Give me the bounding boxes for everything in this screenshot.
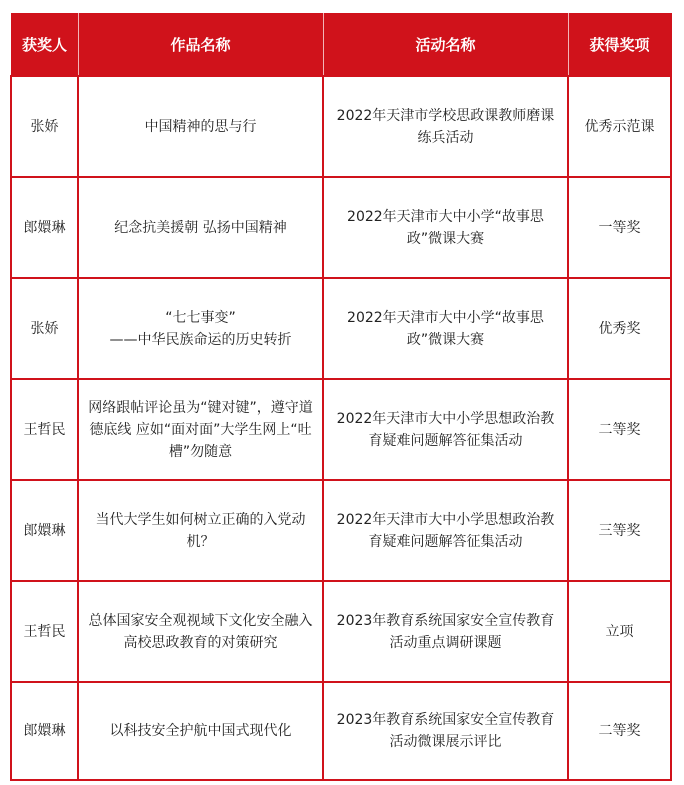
table-header: [11, 13, 671, 76]
award-cell: 三等奖: [568, 480, 671, 581]
work-title-line: 当代大学生如何树立正确的入党动机？: [95, 511, 306, 550]
work-title-cell: [78, 177, 323, 278]
header-winner: 获奖人: [11, 13, 78, 76]
awards-table-container: [10, 13, 670, 781]
work-title-cell: [78, 682, 323, 780]
award-cell: 立项: [568, 581, 671, 682]
winner-cell: 郎嬛琳: [11, 177, 78, 278]
winner-cell: 张娇: [11, 278, 78, 379]
activity-cell: 2022年天津市大中小学“故事思政”微课大赛: [323, 278, 568, 379]
activity-cell: 2022年天津市大中小学思想政治教育疑难问题解答征集活动: [323, 480, 568, 581]
work-title-line: 网络跟帖评论虽为“键对键”，遵守道德底线 应如“面对面”大学生网上“吐槽”勿随意: [88, 399, 313, 460]
table-row: [11, 177, 671, 278]
activity-cell: 2022年天津市学校思政课教师磨课练兵活动: [323, 76, 568, 177]
winner-cell: 张娇: [11, 76, 78, 177]
activity-cell: 2023年教育系统国家安全宣传教育活动微课展示评比: [323, 682, 568, 780]
work-title-line: 纪念抗美援朝 弘扬中国精神: [114, 219, 287, 236]
work-title-line: “七七事变”: [165, 309, 236, 326]
winner-cell: 王哲民: [11, 379, 78, 480]
header-award: 获得奖项: [568, 13, 671, 76]
awards-table: [10, 13, 672, 781]
header-row: [11, 13, 671, 76]
activity-cell: 2022年天津市大中小学思想政治教育疑难问题解答征集活动: [323, 379, 568, 480]
work-title-cell: [78, 379, 323, 480]
table-row: [11, 278, 671, 379]
work-title-line: 以科技安全护航中国式现代化: [109, 723, 292, 739]
activity-cell: 2023年教育系统国家安全宣传教育活动重点调研课题: [323, 581, 568, 682]
work-title-cell: [78, 278, 323, 379]
work-title-cell: [78, 76, 323, 177]
activity-cell: 2022年天津市大中小学“故事思政”微课大赛: [323, 177, 568, 278]
award-cell: 二等奖: [568, 379, 671, 480]
award-cell: 二等奖: [568, 682, 671, 780]
winner-cell: 王哲民: [11, 581, 78, 682]
table-row: [11, 379, 671, 480]
award-cell: 优秀示范课: [568, 76, 671, 177]
work-title-cell: [78, 480, 323, 581]
winner-cell: 郎嬛琳: [11, 480, 78, 581]
header-work-title: 作品名称: [78, 13, 323, 76]
winner-cell: 郎嬛琳: [11, 682, 78, 780]
work-subtitle-line: ——中华民族命运的历史转折: [109, 331, 292, 348]
table-row: [11, 76, 671, 177]
table-row: [11, 581, 671, 682]
header-activity-name: 活动名称: [323, 13, 568, 76]
work-title-cell: [78, 581, 323, 682]
award-cell: 一等奖: [568, 177, 671, 278]
award-cell: 优秀奖: [568, 278, 671, 379]
table-row: [11, 682, 671, 780]
work-title-line: 总体国家安全观视域下文化安全融入高校思政教育的对策研究: [88, 612, 313, 651]
table-row: [11, 480, 671, 581]
work-title-line: 中国精神的思与行: [144, 118, 257, 135]
table-body: [11, 76, 671, 780]
